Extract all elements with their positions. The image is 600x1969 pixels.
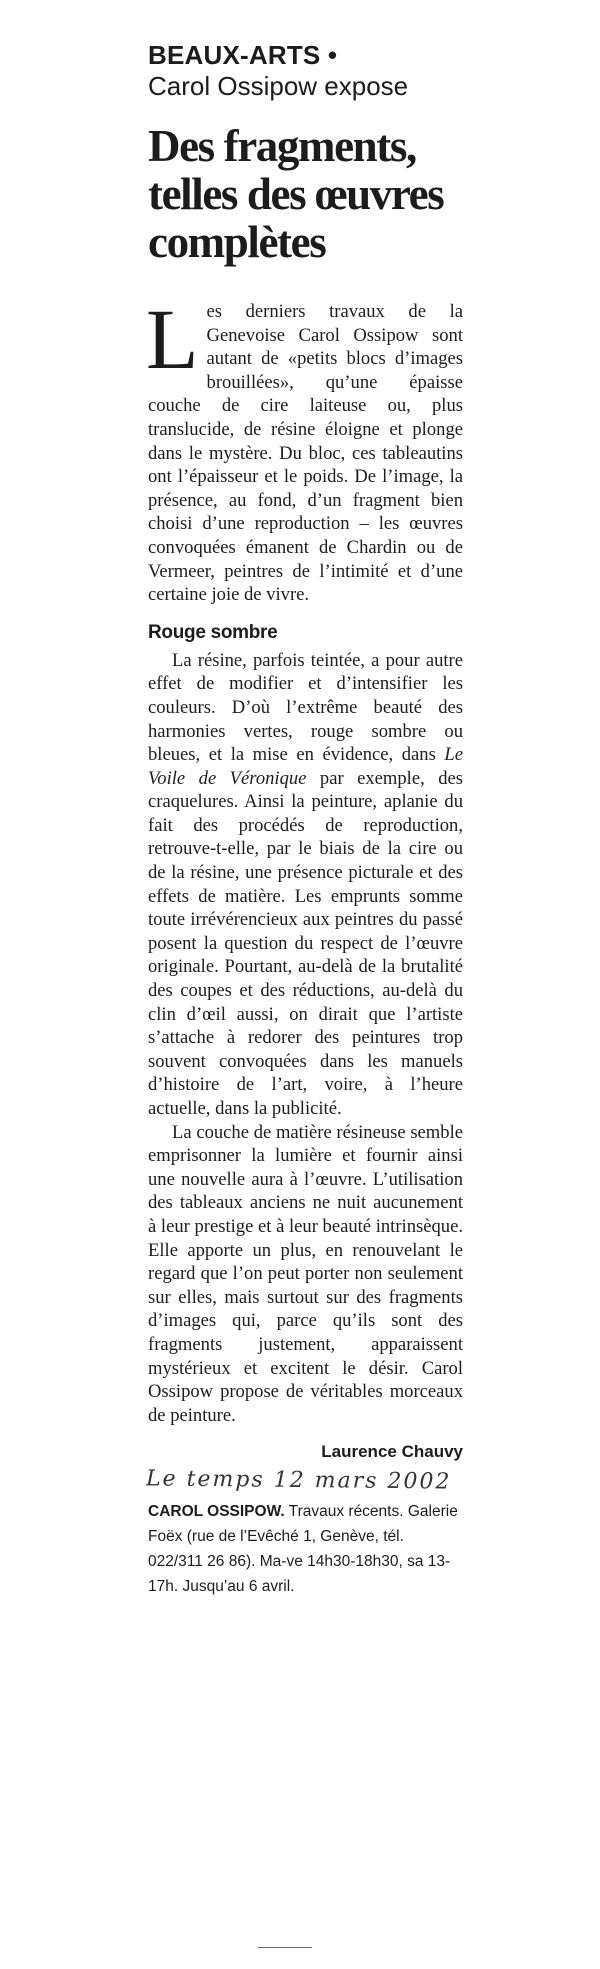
lead-text: es derniers travaux de la Genevoise Carol Ossipow sont autant de «petits blocs d’images brouillées», qu’une épaisse couche de cire laiteuse ou, plus translucide, de résine éloigne et plonge dans le mystère. Du bloc, ces tableautins ont l’épaisseur et le poids. De l’image, la présence, au fond, d’un fragment bien choisi d’une reproduction – les œuvres convoquées émanent de Chardin ou de Vermeer, peintres de l’intimité et d’une certaine joie de vivre. [148, 301, 463, 606]
section-rubric: BEAUX-ARTS • [148, 40, 338, 70]
exhibition-info [148, 1499, 463, 1599]
paragraph-2-text-a: La résine, parfois teintée, a pour autre effet de modifier et d’intensifier les couleurs. D’où l’extrême beauté des harmonies vertes, rouge sombre ou bleues, et la mise en évidence, dans [148, 649, 463, 766]
author-byline: Laurence Chauvy [321, 1442, 463, 1462]
exhibition-details: Travaux récents. Galerie Foëx (rue de l’Evêché 1, Genève, tél. 022/311 26 86). Ma-ve 14h30-18h30, sa 13-17h. Jusqu’au 6 avril. [148, 1503, 458, 1596]
article-headline [148, 122, 463, 266]
section-subhead: Rouge sombre [148, 621, 278, 643]
handwritten-source-note: Le temps 12 mars 2002 [145, 1466, 452, 1495]
artwork-title: Le Voile de Véronique [148, 744, 463, 789]
paragraph-2-text-b: par exemple, des craquelures. Ainsi la peinture, aplanie du fait des procédés de reproduction, retrouve-t-elle, par le biais de la cire ou de la résine, une présence picturale et des effets de matière. Les emprunts somme toute irrévérencieux aux peintres du passé posent la question du respect de l’œuvre originale. Pourtant, au-delà de la brutalité des coupes et des réductions, au-delà du clin d’œil aussi, on dirait que l’artiste s’attache à redorer des peintures trop souvent convoquées dans les manuels d’histoire de l’art, voire, à l’heure actuelle, dans la publicité. [148, 767, 463, 1119]
paragraph-2 [148, 649, 463, 1121]
paragraph-3: La couche de matière résineuse semble emprisonner la lumière et fournir ainsi une nouvelle aura à l’œuvre. L’utilisation des tableaux anciens ne nuit aucunement à leur prestige et à leur beauté intrinsèque. Elle apporte un plus, en renouvelant le regard que l’on peut porter non seulement sur elles, mais surtout sur des fragments d’images qui, parce qu’ils sont des fragments justement, apparaissent mystérieux et excitent le désir. Carol Ossipow propose de véritables morceaux de peinture. [148, 1121, 463, 1426]
article-body [146, 291, 463, 1427]
closing-rule [258, 1947, 312, 1948]
exhibition-artist: CAROL OSSIPOW. [148, 1503, 285, 1521]
drop-cap: L [146, 291, 199, 387]
headline-line: Des fragments, [148, 121, 416, 171]
article-subtitle: Carol Ossipow expose [148, 71, 409, 101]
article-column [145, 40, 463, 1599]
lead-paragraph [146, 291, 463, 607]
headline-line: complètes [148, 217, 326, 267]
headline-line: telles des œuvres [148, 169, 444, 219]
